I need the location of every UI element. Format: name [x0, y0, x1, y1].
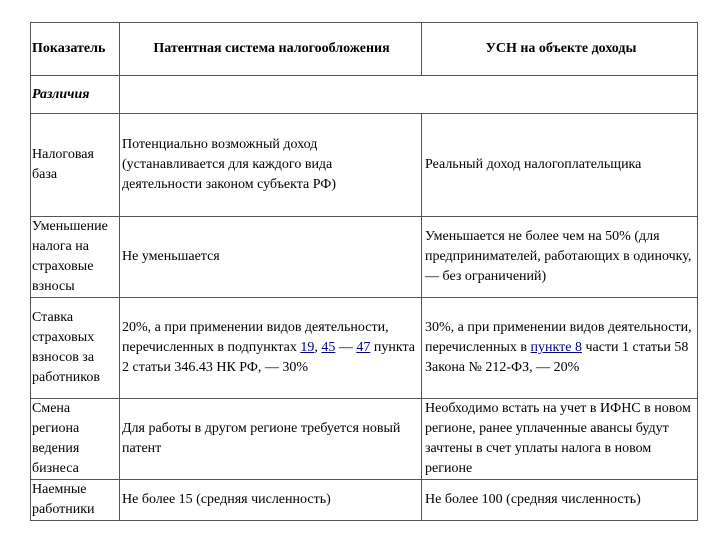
link-paragraph-8[interactable]: пункте 8: [530, 340, 582, 355]
link-subparagraph-45[interactable]: 45: [321, 340, 336, 355]
insurance-patent-sep-1: ,: [314, 340, 322, 355]
table-row: [31, 480, 698, 521]
row-insurance-rate-usn: [422, 298, 698, 399]
row-insurance-rate-patent: [120, 298, 422, 399]
insurance-patent-sep-2: —: [335, 340, 357, 355]
row-tax-base-usn: Реальный доход налогоплательщика: [422, 114, 698, 217]
row-employees-usn: Не более 100 (средняя численность): [422, 480, 698, 521]
row-tax-reduction-indicator: Уменьшение налога на страховые взносы: [31, 217, 120, 298]
insurance-usn-text-b: части 1 статьи 58 Закона № 212-ФЗ, — 20%: [425, 340, 689, 375]
row-region-change-patent: Для работы в другом регионе требуется новый патент: [120, 399, 422, 480]
table-row: [31, 217, 698, 298]
row-tax-reduction-usn: Уменьшается не более чем на 50% (для предпринимателей, работающих в одиночку, — без ограничений): [422, 217, 698, 298]
table-row: [31, 298, 698, 399]
table-header-row: [31, 23, 698, 76]
section-empty-cell: [120, 76, 698, 114]
insurance-usn-text-a: 30%, а при применении видов деятельности, перечисленных в: [425, 320, 692, 355]
insurance-patent-text-b: пункта 2 статьи 346.43 НК РФ, — 30%: [122, 340, 415, 375]
link-subparagraph-19[interactable]: 19: [300, 340, 315, 355]
section-label: Различия: [31, 76, 120, 114]
row-region-change-indicator: Смена региона ведения бизнеса: [31, 399, 120, 480]
table-row: [31, 114, 698, 217]
row-tax-base-patent: Потенциально возможный доход (устанавливается для каждого вида деятельности законом субъекта РФ): [120, 114, 422, 217]
section-row: [31, 76, 698, 114]
row-region-change-usn: Необходимо встать на учет в ИФНС в новом регионе, ранее уплаченные авансы будут зачтены в счет уплаты налога в новом регионе: [422, 399, 698, 480]
insurance-patent-text-a: 20%, а при применении видов деятельности, перечисленных в подпунктах: [122, 320, 389, 355]
row-tax-base-indicator: Налоговая база: [31, 114, 120, 217]
header-indicator: Показатель: [31, 23, 120, 76]
header-patent: Патентная система налогообложения: [120, 23, 422, 76]
comparison-table: [30, 22, 698, 521]
header-usn: УСН на объекте доходы: [422, 23, 698, 76]
table-row: [31, 399, 698, 480]
link-subparagraph-47[interactable]: 47: [356, 340, 371, 355]
row-employees-indicator: Наемные работники: [31, 480, 120, 521]
row-insurance-rate-indicator: Ставка страховых взносов за работников: [31, 298, 120, 399]
row-employees-patent: Не более 15 (средняя численность): [120, 480, 422, 521]
row-tax-reduction-patent: Не уменьшается: [120, 217, 422, 298]
